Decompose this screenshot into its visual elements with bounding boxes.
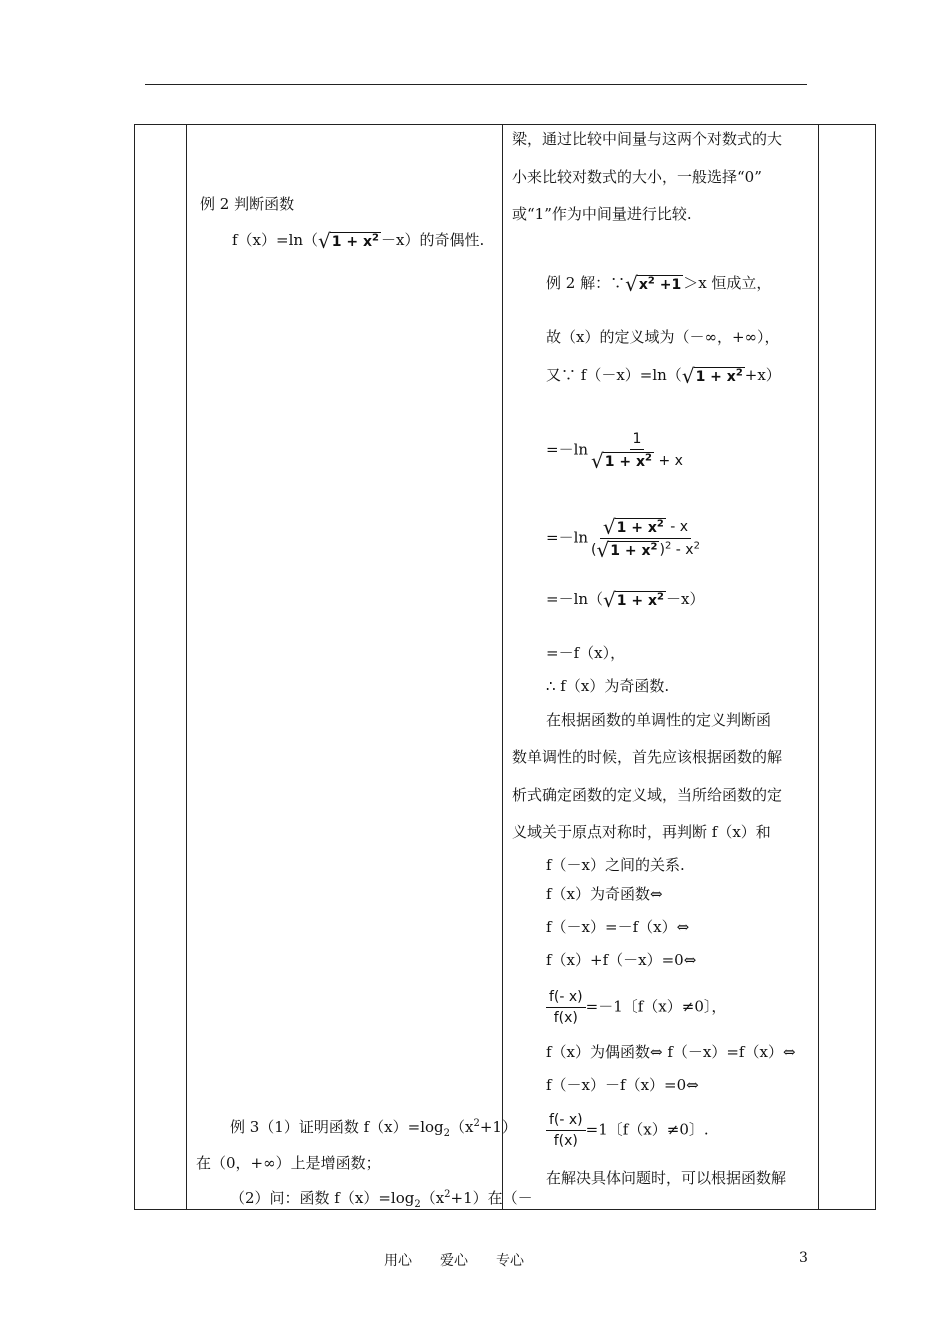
odd-condition-3: f（x）+f（－x）=0⇔ xyxy=(546,951,697,969)
text-line: 义域关于原点对称时，再判断 f（x）和 xyxy=(512,823,771,841)
even-condition-2: f（－x）－f（x）=0⇔ xyxy=(546,1076,699,1094)
example3-line3: （2）问：函数 $f(x)=\log_2(x^2+1)$在（－ xyxy=(230,1189,533,1210)
text-line: 或“1”作为中间量进行比较. xyxy=(512,205,692,223)
text-line: 在根据函数的单调性的定义判断函 xyxy=(546,711,772,729)
derivation-step-2: =－ln √ $1 + x^2$ - x ( √ $1 + x^2$ )$^2 - x^2$ xyxy=(546,515,700,562)
solution-line-3: 又∵ f（－x）=ln（ √ $1 + x^2$ +x） xyxy=(546,364,781,388)
solution-line-2: 故（x）的定义域为（－∞，+∞）， xyxy=(546,328,780,346)
page-number: 3 xyxy=(799,1250,808,1266)
text-line: 梁，通过比较中间量与这两个对数式的大 xyxy=(512,130,783,148)
derivation-step-4: =－f（x）， xyxy=(546,644,626,662)
footer-motto: 用心 爱心 专心 xyxy=(384,1253,524,1269)
header-rule xyxy=(145,84,807,85)
column-divider-3 xyxy=(818,125,819,1209)
conclusion-line: ∴ f（x）为奇函数. xyxy=(546,677,670,695)
odd-condition-2: f（－x）=－f（x）⇔ xyxy=(546,918,690,936)
example3-line2: 在（0，+∞）上是增函数； xyxy=(196,1154,381,1172)
text-line: 析式确定函数的定义域，当所给函数的定 xyxy=(512,786,783,804)
even-condition-3: $\frac{f(- x)}{f(x)}$ =1〔f（x）≠0〕. xyxy=(546,1111,709,1150)
text-line: 数单调性的时候，首先应该根据函数的解 xyxy=(512,748,783,766)
example2-title: 例 2 判断函数 xyxy=(200,195,295,213)
example3-line1: 例 3（1）证明函数 $f(x)=\log_2(x^2+1)$ xyxy=(230,1118,517,1139)
solution-line-1: 例 2 解：∵ √ $x^2 +1$ ＞x 恒成立， xyxy=(546,272,772,296)
even-condition-1: f（x）为偶函数⇔ f（－x）=f（x）⇔ xyxy=(546,1043,796,1061)
text-line: 小来比较对数式的大小，一般选择“0” xyxy=(512,168,762,186)
text-line: 在解决具体问题时，可以根据函数解 xyxy=(546,1169,787,1187)
odd-condition-1: f（x）为奇函数⇔ xyxy=(546,885,663,903)
column-divider-2 xyxy=(502,125,503,1209)
text-line: f（－x）之间的关系. xyxy=(546,856,685,874)
column-divider-1 xyxy=(186,125,187,1209)
odd-condition-4: $\frac{f(- x)}{f(x)}$ =－1〔f（x）≠0〕， xyxy=(546,988,726,1027)
derivation-step-1: =－ln 1 √ $1 + x^2$ + x xyxy=(546,431,683,473)
sqrt-expression: √ $1 + x^2$ xyxy=(318,229,380,253)
derivation-step-3: =－ln（ √ $1 + x^2$ －x） xyxy=(546,588,705,612)
example2-function: f（x）=ln（ √ $1 + x^2$ －x）的奇偶性. xyxy=(232,229,485,253)
